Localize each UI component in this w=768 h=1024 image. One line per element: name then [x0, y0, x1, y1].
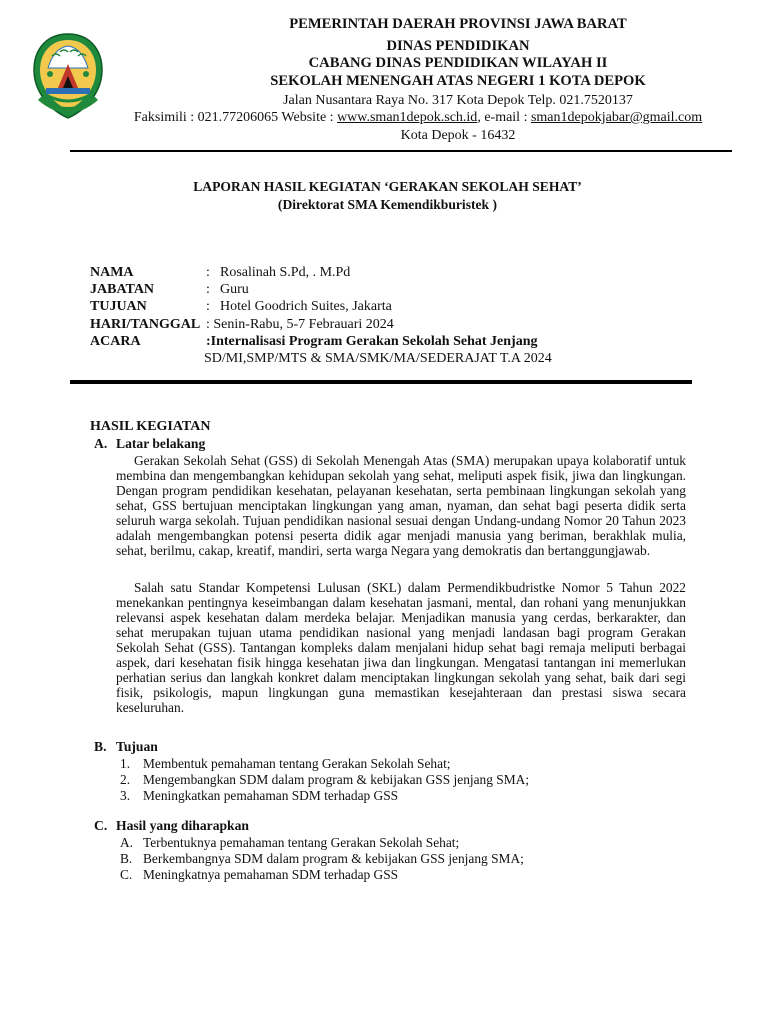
- nama-separator: :: [206, 265, 210, 280]
- header-government: PEMERINTAH DAERAH PROVINSI JAWA BARAT: [289, 16, 627, 32]
- website-link[interactable]: www.sman1depok.sch.id: [337, 110, 478, 125]
- identity-divider: [70, 380, 692, 384]
- fax-text: Faksimili : 021.77206065 Website :: [133, 110, 338, 125]
- list-text: Meningkatnya pemahaman SDM terhadap GSS: [143, 867, 399, 882]
- list-number: 3.: [120, 788, 131, 803]
- report-subtitle: (Direktorat SMA Kemendikburistek ): [277, 197, 498, 212]
- hari-value: : Senin-Rabu, 5-7 Febrauari 2024: [206, 317, 394, 332]
- jabatan-label: JABATAN: [90, 282, 155, 297]
- hari-label: HARI/TANGGAL: [90, 317, 201, 332]
- paragraph-1: [116, 453, 686, 558]
- header-contact: [108, 109, 728, 126]
- subsection-letter: B.: [94, 739, 107, 754]
- paragraph-2-text: Salah satu Standar Kompetensi Lulusan (SKL) dalam Permendikbudristke Nomor 5 Tahun 2022 menekankan pentingnya keseimbangan dalam kesehatan jasmani, mental, dan rohani yang menunjukkan relevansi aspek kesehatan dalam merdeka belajar. Menjadikan manusia yang cerdas, berkarakter, dan sehat merupakan tujuan utama pendidikan nasional yang menjadi landasan bagi program Gerakan Sekolah Sehat (GSS). Tantangan kompleks dalam menjalani hidup sehat bagi remaja meliputi berbagai aspek, dari kesehatan fisik hingga kesehatan jiwa dan lingkungan. Mengatasi tantangan ini memerlukan perhatian serius dan langkah konkret dalam menciptakan lingkungan sekolah yang sehat, baik dari segi fisik, psikologis, mapun lingkungan guna memastikan kesejahteraan dan prestasi siswa secara keseluruhan.: [116, 580, 686, 716]
- email-label: , e-mail :: [477, 110, 531, 125]
- list-text: Berkembangnya SDM dalam program & kebijakan GSS jenjang SMA;: [143, 851, 524, 866]
- subsection-letter: A.: [94, 436, 108, 451]
- jabatan-value: Guru: [220, 282, 249, 297]
- acara-label: ACARA: [90, 334, 141, 349]
- letterhead-divider: [70, 150, 732, 152]
- header-school: SEKOLAH MENENGAH ATAS NEGERI 1 KOTA DEPOK: [270, 73, 646, 89]
- nama-value: Rosalinah S.Pd, . M.Pd: [220, 265, 351, 280]
- list-text: Membentuk pemahaman tentang Gerakan Sekolah Sehat;: [143, 756, 451, 771]
- section-title: HASIL KEGIATAN: [90, 419, 211, 434]
- list-text: Mengembangkan SDM dalam program & kebijakan GSS jenjang SMA;: [143, 772, 530, 787]
- acara-value: :Internalisasi Program Gerakan Sekolah Sehat Jenjang: [206, 334, 538, 349]
- jabatan-separator: :: [206, 282, 210, 297]
- subsection-title: Hasil yang diharapkan: [116, 818, 249, 833]
- paragraph-1-text: Gerakan Sekolah Sehat (GSS) di Sekolah Menengah Atas (SMA) merupakan upaya kolaboratif untuk membina dan mengembangkan kehidupan sekolah yang sehat, meliputi aspek fisik, jiwa dan lingkungan. Dengan program pendidikan kesehatan, pelayanan kesehatan, serta pembinaan lingkungan sekolah yang sehat, GSS bertujuan menciptakan lingkungan yang aman, nyaman, dan sehat bagi peserta didik serta seluruh warga sekolah. Tujuan pendidikan nasional sesuai dengan Undang-undang Nomor 20 Tahun 2023 adalah mengembangkan potensi peserta didik agar menjadi manusia yang beriman, berakhlak mulia, sehat, berilmu, cakap, kreatif, mandiri, serta warga Negara yang demokratis dan bertanggungjawab.: [116, 453, 686, 559]
- list-text: Meningkatkan pemahaman SDM terhadap GSS: [143, 788, 399, 803]
- email-link[interactable]: sman1depokjabar@gmail.com: [530, 110, 703, 125]
- subsection-title: Latar belakang: [116, 436, 206, 451]
- list-letter: B.: [120, 851, 133, 866]
- list-letter: A.: [120, 835, 134, 850]
- tujuan-label: TUJUAN: [90, 299, 147, 314]
- tujuan-value: Hotel Goodrich Suites, Jakarta: [220, 299, 392, 314]
- header-address: Jalan Nusantara Raya No. 317 Kota Depok Telp. 021.7520137: [283, 93, 633, 108]
- subsection-title: Tujuan: [116, 739, 158, 754]
- tujuan-separator: :: [206, 299, 210, 314]
- header-branch: CABANG DINAS PENDIDIKAN WILAYAH II: [308, 55, 608, 71]
- west-java-emblem-icon: [30, 30, 106, 122]
- list-number: 1.: [120, 756, 131, 771]
- list-text: Terbentuknya pemahaman tentang Gerakan Sekolah Sehat;: [143, 835, 460, 850]
- paragraph-2: [116, 580, 686, 715]
- header-agency: DINAS PENDIDIKAN: [386, 38, 530, 54]
- acara-value-continued: SD/MI,SMP/MTS & SMA/SMK/MA/SEDERAJAT T.A 2024: [204, 351, 552, 366]
- subsection-letter: C.: [94, 818, 108, 833]
- report-title: LAPORAN HASIL KEGIATAN ‘GERAKAN SEKOLAH SEHAT’: [193, 179, 582, 194]
- nama-label: NAMA: [90, 265, 134, 280]
- list-number: 2.: [120, 772, 131, 787]
- list-letter: C.: [120, 867, 133, 882]
- header-city: Kota Depok - 16432: [400, 128, 516, 143]
- provincial-logo: [30, 30, 106, 122]
